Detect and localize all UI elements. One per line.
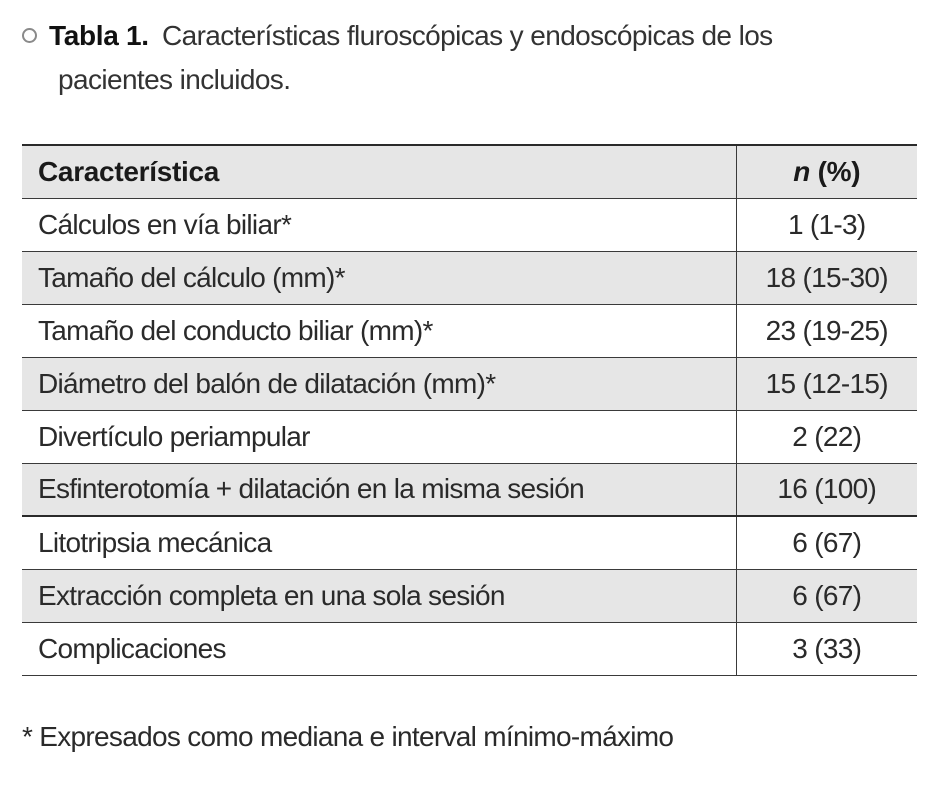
header-percent: (%) xyxy=(810,155,861,187)
row-label: Tamaño del cálculo (mm)* xyxy=(22,251,736,304)
circle-bullet-icon xyxy=(22,28,37,43)
caption-text: Características fluroscópicas y endoscópicas de los xyxy=(161,20,773,51)
caption-text-continuation: pacientes incluidos. xyxy=(58,64,291,95)
header-characteristic: Característica xyxy=(22,145,736,198)
table-row xyxy=(22,463,917,516)
table-row xyxy=(22,622,917,675)
table-row xyxy=(22,516,917,569)
header-n-percent xyxy=(736,145,917,198)
row-label: Extracción completa en una sola sesión xyxy=(22,569,736,622)
row-value: 2 (22) xyxy=(736,410,917,463)
table-row xyxy=(22,198,917,251)
row-label: Complicaciones xyxy=(22,622,736,675)
row-value: 1 (1-3) xyxy=(736,198,917,251)
table-row xyxy=(22,251,917,304)
table-header-row xyxy=(22,145,917,198)
row-label: Divertículo periampular xyxy=(22,410,736,463)
table-row xyxy=(22,569,917,622)
row-value: 23 (19-25) xyxy=(736,304,917,357)
table-row xyxy=(22,410,917,463)
header-n: n xyxy=(793,155,811,187)
table-footnote: * Expresados como mediana e interval mínimo-máximo xyxy=(22,721,674,752)
row-label: Cálculos en vía biliar* xyxy=(22,198,736,251)
row-value: 3 (33) xyxy=(736,622,917,675)
row-label: Diámetro del balón de dilatación (mm)* xyxy=(22,357,736,410)
row-value: 6 (67) xyxy=(736,516,917,569)
table-row xyxy=(22,357,917,410)
row-label: Litotripsia mecánica xyxy=(22,516,736,569)
row-value: 18 (15-30) xyxy=(736,251,917,304)
table-row xyxy=(22,304,917,357)
row-value: 6 (67) xyxy=(736,569,917,622)
row-label: Tamaño del conducto biliar (mm)* xyxy=(22,304,736,357)
row-value: 15 (12-15) xyxy=(736,357,917,410)
row-label: Esfinterotomía + dilatación en la misma sesión xyxy=(22,463,736,516)
row-value: 16 (100) xyxy=(736,463,917,516)
characteristics-table xyxy=(22,144,917,676)
table-caption xyxy=(22,14,922,102)
caption-label: Tabla 1. xyxy=(49,20,149,51)
